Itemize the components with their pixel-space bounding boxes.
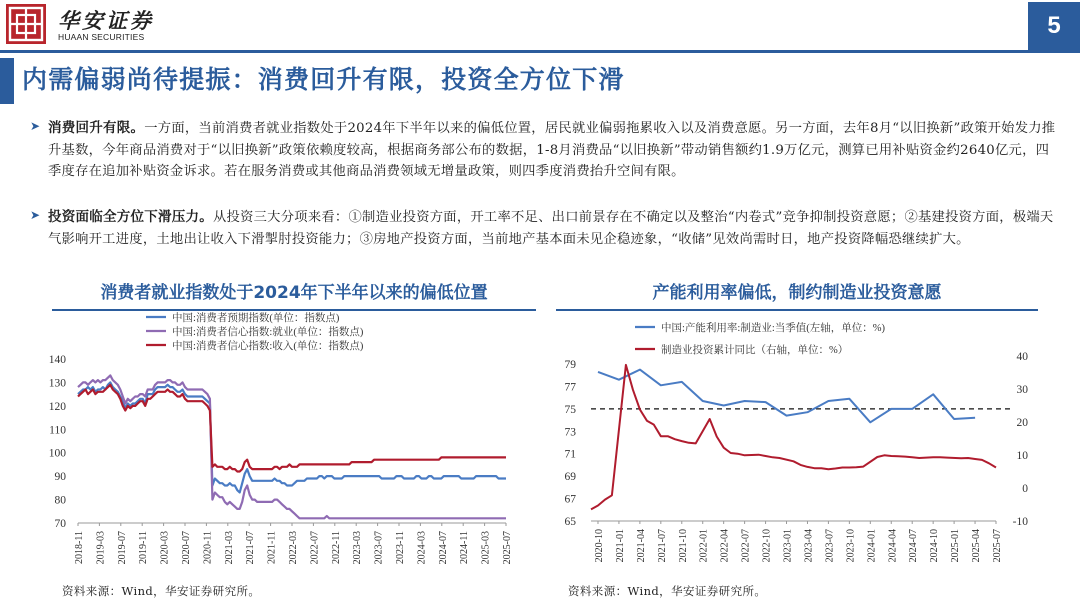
x-tick-label: 2024-04 (887, 529, 899, 563)
y-tick-label: 90 (54, 471, 66, 484)
x-tick-label: 2021-07 (245, 531, 257, 565)
x-tick-label: 2023-07 (373, 531, 385, 565)
legend-label: 制造业投资累计同比（右轴，单位：%） (661, 345, 849, 356)
capacity-utilization-chart (565, 321, 1029, 562)
right-chart-title: 产能利用率偏低，制约制造业投资意愿 (556, 281, 1038, 311)
y-right-tick-label: -10 (1012, 516, 1028, 528)
bullet-lead: 消费回升有限。 (48, 120, 145, 136)
x-tick-label: 2023-04 (803, 529, 815, 563)
x-tick-label: 2023-01 (782, 529, 794, 563)
x-tick-label: 2022-10 (761, 529, 773, 563)
y-tick-label: 100 (48, 447, 66, 460)
legend-label: 中国:消费者信心指数:收入(单位：指数点) (172, 341, 364, 352)
x-tick-label: 2022-11 (330, 531, 342, 564)
x-tick-label: 2022-07 (309, 531, 321, 565)
y-tick-label: 80 (54, 494, 66, 507)
x-tick-label: 2024-11 (459, 531, 471, 564)
left-chart-title: 消费者就业指数处于2024年下半年以来的偏低位置 (52, 281, 536, 311)
x-tick-label: 2021-07 (656, 529, 668, 563)
y-right-tick-label: 10 (1016, 450, 1028, 462)
x-tick-label: 2022-03 (288, 531, 299, 565)
bullet-lead: 投资面临全方位下滑压力。 (48, 209, 213, 225)
y-right-tick-label: 40 (1016, 351, 1028, 363)
x-tick-label: 2023-11 (395, 531, 406, 564)
x-tick-label: 2022-01 (698, 529, 710, 563)
x-tick-label: 2021-01 (614, 529, 626, 563)
bullet-body: 从投资三大分项来看：①制造业投资方面，开工率不足、出口前景存在不确定以及整治“内卷式”竞争抑制投资意愿；②基建投资方面，极端天气影响开工进度，土地出让收入下滑掣肘投资能力；③房地产投资方面，当前地产基本面未见企稳迹象，“收储”见效尚需时日，地产投资降幅恐继续扩大。 (48, 210, 1054, 247)
y-left-tick-label: 79 (564, 359, 576, 371)
y-tick-label: 70 (54, 518, 66, 530)
legend-label: 中国:消费者预期指数(单位：指数点) (172, 313, 340, 324)
x-tick-label: 2021-11 (266, 531, 278, 564)
x-tick-label: 2024-07 (437, 531, 449, 565)
x-tick-label: 2021-10 (677, 529, 689, 563)
x-tick-label: 2020-11 (202, 531, 214, 564)
x-tick-label: 2020-07 (181, 531, 192, 565)
x-tick-label: 2025-07 (992, 529, 1003, 563)
y-left-tick-label: 69 (564, 471, 576, 484)
x-tick-label: 2025-07 (502, 531, 513, 565)
x-tick-label: 2024-03 (416, 531, 428, 565)
x-tick-label: 2025-01 (950, 529, 962, 563)
x-tick-label: 2018-11 (74, 531, 85, 564)
bullet-body: 一方面，当前消费者就业指数处于2024年下半年以来的偏低位置，居民就业偏弱拖累收入以及消费意愿。另一方面，去年8月“以旧换新”政策开始发力推升基数，今年商品消费对于“以旧换新”政策依赖度较高，根据商务部公布的数据，1-8月消费品“以旧换新”带动销售额约1.9万亿元，测算已用补贴资金约2640亿元，四季度存在追加补贴资金诉求。若在服务消费或其他商品消费领域无增量政策，则四季度消费抬升空间有限。 (48, 121, 1056, 179)
x-tick-label: 2023-07 (824, 529, 836, 563)
x-tick-label: 2019-03 (95, 531, 107, 565)
x-tick-label: 2019-11 (138, 531, 150, 564)
y-right-tick-label: 20 (1016, 417, 1028, 429)
x-tick-label: 2025-04 (971, 529, 983, 563)
series-line (598, 370, 975, 423)
legend-label: 中国:消费者信心指数:就业(单位：指数点) (172, 327, 364, 338)
y-left-tick-label: 65 (564, 516, 576, 528)
x-tick-label: 2022-07 (740, 529, 752, 563)
x-tick-label: 2024-07 (908, 529, 920, 563)
x-tick-label: 2020-03 (159, 531, 171, 565)
y-tick-label: 120 (48, 400, 66, 413)
y-left-tick-label: 77 (564, 381, 576, 394)
series-line (591, 365, 996, 510)
bullet-arrow-icon: ➤ (30, 119, 41, 133)
x-tick-label: 2020-10 (593, 529, 605, 563)
y-left-tick-label: 67 (564, 493, 576, 506)
logo-english-name: HUAAN SECURITIES (58, 32, 145, 42)
x-tick-label: 2022-04 (719, 529, 731, 563)
x-tick-label: 2023-03 (352, 531, 364, 565)
bullet-arrow-icon: ➤ (30, 208, 41, 222)
x-tick-label: 2023-10 (845, 529, 857, 563)
y-left-tick-label: 73 (564, 426, 576, 439)
x-tick-label: 2025-03 (480, 531, 492, 565)
y-tick-label: 110 (49, 424, 66, 437)
x-tick-label: 2024-01 (866, 529, 878, 563)
page-number: 5 (1028, 2, 1080, 50)
y-left-tick-label: 75 (564, 403, 576, 416)
logo-name: 华安证券 (58, 9, 154, 33)
x-tick-label: 2021-03 (223, 531, 235, 565)
legend-label: 中国:产能利用率:制造业:当季值(左轴，单位：%) (661, 323, 885, 334)
y-right-tick-label: 30 (1016, 384, 1028, 396)
x-tick-label: 2019-07 (116, 531, 128, 565)
consumer-index-chart (49, 311, 513, 564)
y-tick-label: 130 (48, 377, 66, 390)
series-line (78, 382, 506, 492)
x-tick-label: 2021-04 (635, 529, 647, 563)
y-left-tick-label: 71 (564, 448, 576, 461)
x-tick-label: 2024-10 (929, 529, 941, 563)
series-line (78, 375, 506, 518)
left-chart-source: 资料来源：Wind，华安证券研究所。 (62, 584, 261, 598)
right-chart-source: 资料来源：Wind，华安证券研究所。 (568, 584, 767, 598)
y-right-tick-label: 0 (1022, 483, 1028, 495)
page-title: 内需偏弱尚待提振：消费回升有限，投资全方位下滑 (22, 65, 625, 94)
y-tick-label: 140 (48, 354, 66, 366)
